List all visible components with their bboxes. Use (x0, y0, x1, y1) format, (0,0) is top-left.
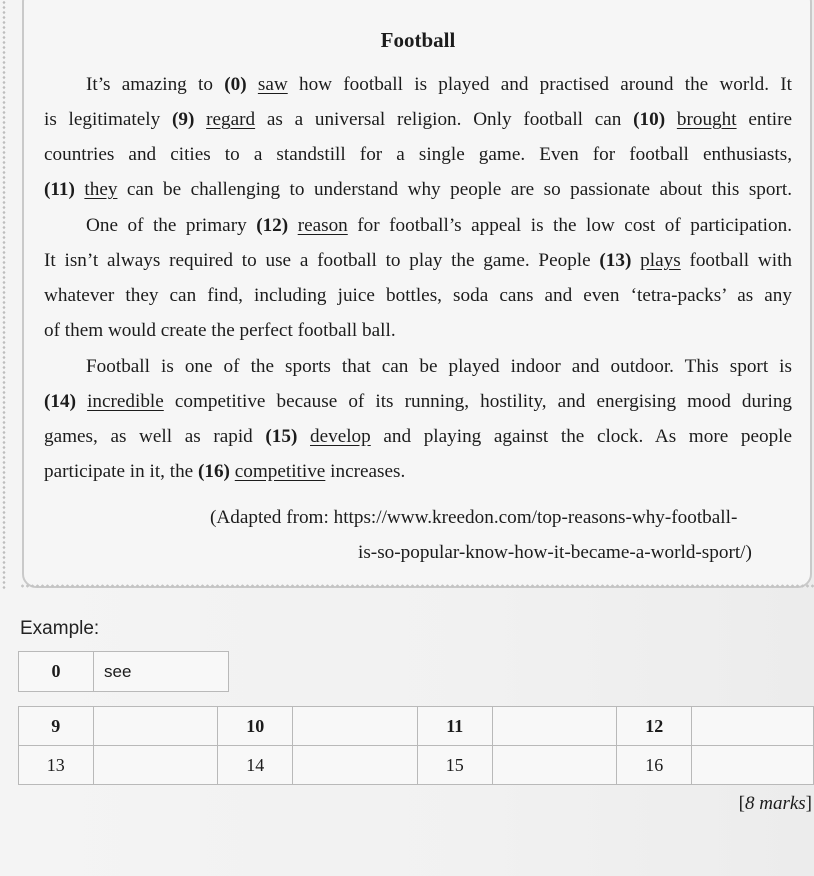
passage-line: It isn’t always required to use a football to play the game. People (13) plays football with (44, 250, 793, 271)
example-number: 0 (19, 652, 94, 692)
passage-line: is legitimately (9) regard as a universal religion. Only football can (10) brought entire (44, 109, 793, 130)
passage-line: of them would create the perfect football ball. (44, 320, 396, 341)
passage-line: participate in it, the (16) competitive increases. (44, 461, 406, 482)
underlined-word: develop (310, 426, 371, 447)
answer-cell[interactable] (691, 746, 813, 785)
answer-grid (18, 706, 814, 785)
underlined-word: saw (257, 74, 288, 95)
passage-line: (11) they can be challenging to understand why people are so passionate about this sport. (44, 179, 792, 200)
blank-number: (0) (224, 74, 247, 95)
answer-cell[interactable] (93, 707, 218, 746)
example-label: Example: (20, 618, 100, 639)
question-number: 11 (417, 707, 492, 746)
blank-number: (14) (44, 391, 76, 412)
underlined-word: incredible (87, 391, 164, 412)
answer-cell[interactable] (492, 746, 617, 785)
answer-cell[interactable] (293, 746, 418, 785)
passage-line: One of the primary (12) reason for football’s appeal is the low cost of participation. (86, 215, 792, 236)
blank-number: (11) (44, 179, 75, 200)
passage-line: whatever they can find, including juice bottles, soda cans and even ‘tetra-packs’ as any (44, 285, 792, 306)
underlined-word: regard (206, 109, 256, 130)
underlined-word: reason (297, 215, 348, 236)
passage-line: Football is one of the sports that can be played indoor and outdoor. This sport is (86, 356, 792, 377)
passage-title: Football (380, 28, 456, 52)
answer-cell[interactable] (293, 707, 418, 746)
answer-row (19, 707, 814, 746)
answer-row (19, 746, 814, 785)
question-number: 14 (218, 746, 293, 785)
example-answer: see (94, 652, 229, 692)
blank-number: (9) (171, 109, 195, 130)
underlined-word: brought (676, 109, 737, 130)
blank-number: (13) (599, 250, 632, 271)
blank-number: (12) (256, 215, 289, 236)
blank-number: (15) (265, 426, 298, 447)
answer-cell[interactable] (93, 746, 218, 785)
underlined-word: competitive (234, 461, 326, 482)
passage-line: games, as well as rapid (15) develop and playing against the clock. As more people (44, 426, 793, 447)
question-number: 16 (617, 746, 692, 785)
passage-line: (14) incredible competitive because of its running, hostility, and energising mood during (44, 391, 793, 412)
underlined-word: they (84, 179, 118, 200)
answer-cell[interactable] (691, 707, 813, 746)
question-number: 15 (417, 746, 492, 785)
blank-number: (16) (197, 461, 230, 482)
passage-line: countries and cities to a standstill for a single game. Even for football enthusiasts, (44, 144, 792, 165)
source-citation-line-2: is-so-popular-know-how-it-became-a-world-sport/) (358, 542, 752, 563)
underlined-word: plays (640, 250, 681, 271)
passage-line: It’s amazing to (0) saw how football is played and practised around the world. It (86, 74, 792, 95)
example-table (18, 651, 229, 692)
question-number: 10 (218, 707, 293, 746)
marks-label: [8 marks] (738, 793, 812, 814)
question-number: 12 (617, 707, 692, 746)
question-number: 9 (19, 707, 94, 746)
source-citation-line-1: (Adapted from: https://www.kreedon.com/top-reasons-why-football- (210, 507, 738, 528)
bottom-dotted-border (20, 582, 814, 590)
answer-cell[interactable] (492, 707, 617, 746)
blank-number: (10) (633, 109, 666, 130)
left-dotted-border (0, 0, 8, 590)
question-number: 13 (19, 746, 94, 785)
